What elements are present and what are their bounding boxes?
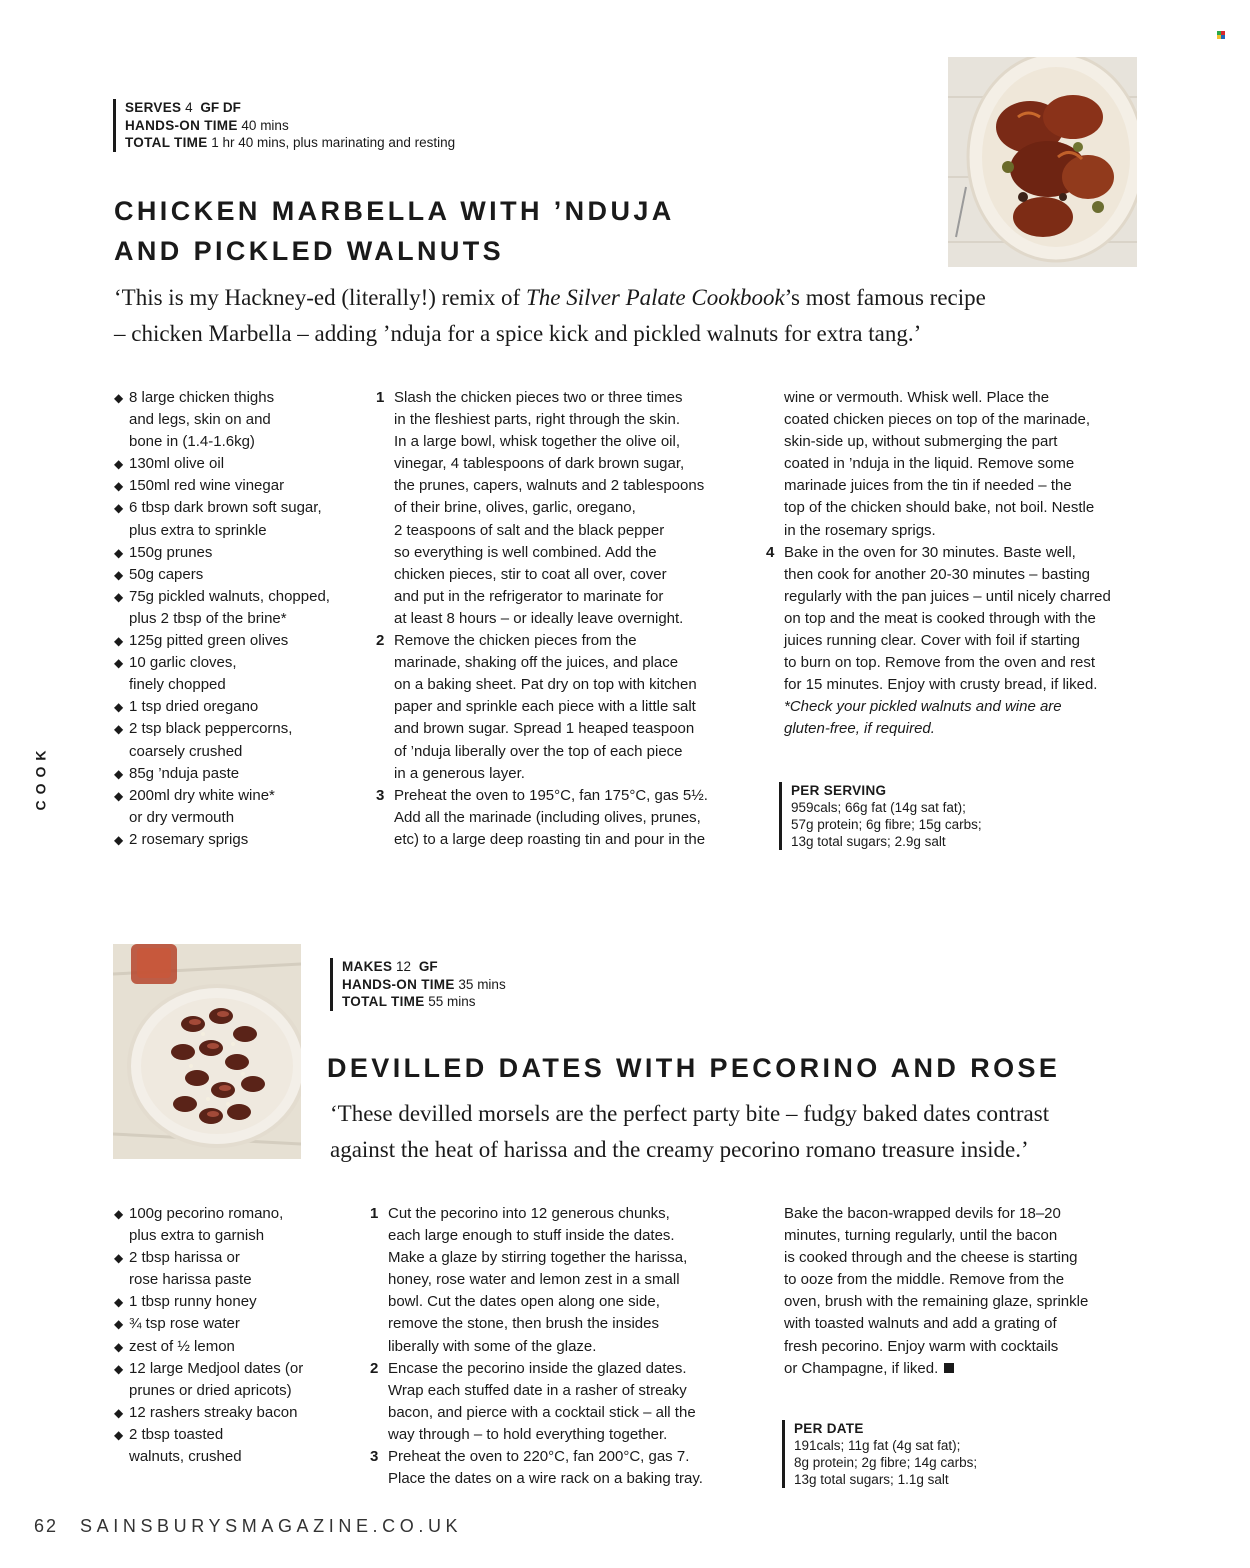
step-number: 1 — [370, 1205, 379, 1222]
recipe1-nutrition — [779, 782, 982, 850]
total-time-value: 55 mins — [428, 994, 476, 1009]
step-number: 2 — [376, 632, 385, 650]
quote-line2: – chicken Marbella – adding ’nduja for a spice kick and pickled walnuts for extra tang.’ — [114, 321, 922, 346]
step-line: on a baking sheet. Pat dry on top with kitchen — [394, 676, 697, 694]
step-line: to burn on top. Remove from the oven and rest — [784, 654, 1096, 672]
ingredient-line: coarsely crushed — [129, 742, 243, 760]
ingredient-line: ◆ 125g pitted green olives — [129, 632, 289, 650]
step-line: Preheat the oven to 220°C, fan 200°C, gas 7. — [388, 1448, 690, 1466]
ingredient-line: ◆ 85g ’nduja paste — [129, 764, 240, 782]
serves-label: SERVES — [125, 100, 182, 115]
ingredient-item — [114, 763, 364, 785]
ingredient-line: prunes or dried apricots) — [129, 1381, 292, 1399]
step-line: of their brine, olives, garlic, oregano, — [394, 499, 636, 517]
recipe1-meta — [113, 99, 455, 152]
ingredient-line: ◆ 12 rashers streaky bacon — [129, 1403, 298, 1421]
recipe1-method-continued — [766, 387, 1144, 741]
step-line: Place the dates on a wire rack on a baking tray. — [388, 1470, 703, 1488]
ingredient-item — [114, 497, 364, 541]
recipe2-method-continued — [784, 1203, 1144, 1380]
step-line: is cooked through and the cheese is starting — [784, 1249, 1078, 1267]
nutrition-line: 191cals; 11g fat (4g sat fat); — [794, 1438, 961, 1453]
step-line: paper and sprinkle each piece with a little salt — [394, 698, 696, 716]
ingredient-line: rose harissa paste — [129, 1271, 252, 1289]
step-line: then cook for another 20-30 minutes – basting — [784, 565, 1091, 583]
nutrition-line: 8g protein; 2g fibre; 14g carbs; — [794, 1455, 978, 1470]
recipe1-title-line2: AND PICKLED WALNUTS — [114, 236, 505, 266]
chicken-marbella-photo — [948, 57, 1137, 267]
recipe1-method — [376, 387, 756, 851]
ingredient-item — [114, 1424, 364, 1468]
note-line: gluten-free, if required. — [784, 720, 935, 738]
serves-value: 4 — [185, 100, 193, 115]
quote-line1: ‘These devilled morsels are the perfect party bite – fudgy baked dates contrast — [330, 1101, 1050, 1126]
corner-colour-mark — [1217, 31, 1225, 39]
step-line: juices running clear. Cover with foil if starting — [784, 632, 1080, 650]
step-line: Slash the chicken pieces two or three times — [394, 389, 683, 406]
step-line: fresh pecorino. Enjoy warm with cocktails — [784, 1337, 1059, 1355]
ingredient-item — [114, 542, 364, 564]
step-line: minutes, turning regularly, until the bacon — [784, 1227, 1058, 1245]
hands-on-label: HANDS-ON TIME — [342, 976, 455, 992]
quote-part1: ‘This is my Hackney-ed (literally!) remix of — [114, 285, 526, 310]
ingredient-item — [114, 696, 364, 718]
step-line: 2 teaspoons of salt and the black pepper — [394, 521, 665, 539]
nutrition-line: 959cals; 66g fat (14g sat fat); — [791, 800, 966, 815]
step-line: top of the chicken should bake, not boil. Nestle — [784, 499, 1095, 517]
step-line: Wrap each stuffed date in a rasher of streaky — [388, 1381, 687, 1399]
step-number: 4 — [766, 543, 775, 561]
mark-blue — [1221, 35, 1225, 39]
ingredient-line: ◆ 6 tbsp dark brown soft sugar, — [129, 499, 322, 517]
ingredient-line: bone in (1.4-1.6kg) — [129, 433, 255, 451]
ingredient-line: ◆ ¾ tsp rose water — [129, 1315, 240, 1333]
step-line: Encase the pecorino inside the glazed dates. — [388, 1359, 687, 1377]
method-step-4-list — [766, 542, 1144, 697]
step-line: coated in ’nduja in the liquid. Remove some — [784, 455, 1075, 473]
gluten-free-note — [784, 696, 1144, 740]
step-line: Make a glaze by stirring together the harissa, — [388, 1249, 688, 1267]
step-line: so everything is well combined. Add the — [394, 543, 657, 561]
step-number: 2 — [370, 1359, 379, 1377]
method-step — [370, 1358, 760, 1446]
step-line: in the rosemary sprigs. — [784, 521, 936, 539]
step-line: and brown sugar. Spread 1 heaped teaspoon — [394, 720, 695, 738]
makes-label: MAKES — [342, 959, 393, 974]
ingredient-item — [114, 1336, 364, 1358]
recipe1-ingredients — [114, 387, 364, 851]
step-line: In a large bowl, whisk together the olive oil, — [394, 433, 680, 451]
ingredient-item — [114, 1402, 364, 1424]
recipe1-title-line1: CHICKEN MARBELLA WITH ’NDUJA — [114, 196, 675, 226]
ingredient-line: ◆ 200ml dry white wine* — [129, 786, 275, 804]
step-line: marinade, shaking off the juices, and place — [394, 654, 679, 672]
ingredient-item — [114, 1313, 364, 1335]
step-line: at least 8 hours – or ideally leave overnight. — [394, 609, 684, 627]
method-step — [370, 1203, 760, 1358]
step-line: honey, rose water and lemon zest in a small — [388, 1271, 680, 1289]
method-step — [376, 387, 756, 630]
nutrition-line: 13g total sugars; 2.9g salt — [791, 834, 946, 849]
step-line: Bake the bacon-wrapped devils for 18–20 — [784, 1205, 1061, 1222]
ingredient-item — [114, 475, 364, 497]
section-label — [32, 738, 49, 811]
step-line: in a generous layer. — [394, 764, 525, 782]
step-line: skin-side up, without submerging the part — [784, 433, 1058, 451]
step-line: coated chicken pieces on top of the marinade, — [784, 411, 1091, 429]
ingredient-line: ◆ 2 rosemary sprigs — [129, 830, 249, 848]
recipe2-meta — [330, 958, 506, 1011]
page-footer — [34, 1516, 462, 1537]
ingredient-item — [114, 387, 364, 453]
nutrition-heading: PER SERVING — [791, 783, 887, 798]
step-line: way through – to hold everything together. — [388, 1425, 668, 1443]
step-line: chicken pieces, stir to coat all over, cover — [394, 565, 667, 583]
makes-value: 12 — [396, 959, 412, 974]
footer-site-link[interactable]: SAINSBURYSMAGAZINE.CO.UK — [80, 1516, 463, 1536]
section-label-text: COOK — [32, 744, 49, 811]
method-step — [376, 785, 756, 851]
ingredient-line: plus extra to sprinkle — [129, 521, 267, 539]
ingredient-item — [114, 1247, 364, 1291]
ingredient-line: ◆ 2 tsp black peppercorns, — [129, 720, 293, 738]
ingredient-line: ◆ 100g pecorino romano, — [129, 1205, 284, 1222]
ingredient-line: ◆ 75g pickled walnuts, chopped, — [129, 587, 330, 605]
total-time-value: 1 hr 40 mins, plus marinating and resting — [211, 135, 456, 150]
ingredient-line: or dry vermouth — [129, 808, 235, 826]
ingredient-item — [114, 718, 364, 762]
step-number: 3 — [376, 786, 385, 804]
ingredient-line: walnuts, crushed — [129, 1448, 242, 1466]
ingredient-line: ◆ 130ml olive oil — [129, 455, 225, 473]
step-line: Add all the marinade (including olives, prunes, — [394, 808, 701, 826]
quote-line2: against the heat of harissa and the creamy pecorino romano treasure inside.’ — [330, 1137, 1029, 1162]
ingredient-item — [114, 652, 364, 696]
hands-on-label: HANDS-ON TIME — [125, 117, 238, 133]
ingredient-line: ◆ 1 tsp dried oregano — [129, 698, 259, 716]
ingredient-item — [114, 829, 364, 851]
end-mark-icon — [944, 1363, 954, 1373]
ingredient-line: plus 2 tbsp of the brine* — [129, 609, 287, 627]
step-line: wine or vermouth. Whisk well. Place the — [784, 389, 1050, 406]
step-line: on top and the meat is cooked through with the — [784, 609, 1096, 627]
ingredient-line: ◆ 1 tbsp runny honey — [129, 1293, 257, 1311]
nutrition-line: 57g protein; 6g fibre; 15g carbs; — [791, 817, 982, 832]
step-line: vinegar, 4 tablespoons of dark brown sugar, — [394, 455, 685, 473]
step-line: Remove the chicken pieces from the — [394, 632, 637, 650]
ingredient-item — [114, 630, 364, 652]
step-line: Bake in the oven for 30 minutes. Baste well, — [784, 543, 1076, 561]
ingredient-line: finely chopped — [129, 676, 226, 694]
step-number: 1 — [376, 389, 385, 406]
hands-on-value: 40 mins — [241, 117, 289, 133]
ingredient-line: ◆ 50g capers — [129, 565, 204, 583]
recipe1-title — [114, 191, 675, 271]
recipe2-method — [370, 1203, 760, 1490]
step-line: bacon, and pierce with a cocktail stick – all the — [388, 1403, 696, 1421]
method-step — [370, 1446, 760, 1490]
recipe2-title — [327, 1048, 1060, 1088]
step-line: each large enough to stuff inside the dates. — [388, 1227, 675, 1245]
diet-tags: GF — [418, 959, 438, 974]
ingredient-line: ◆ 8 large chicken thighs — [129, 389, 275, 406]
step-line: or Champagne, if liked. — [784, 1358, 1144, 1380]
ingredient-item — [114, 1358, 364, 1402]
recipe1-quote — [114, 280, 1034, 352]
ingredient-line: ◆ 2 tbsp toasted — [129, 1425, 224, 1443]
step-line: for 15 minutes. Enjoy with crusty bread, if liked. — [784, 676, 1098, 694]
recipe2-quote — [330, 1096, 1190, 1168]
ingredient-line: ◆ 150ml red wine vinegar — [129, 477, 285, 495]
step-line: of ’nduja liberally over the top of each piece — [394, 742, 683, 760]
quote-part2: ’s most famous recipe — [784, 285, 986, 310]
ingredient-item — [114, 453, 364, 475]
total-time-label: TOTAL TIME — [125, 135, 208, 150]
ingredient-line: and legs, skin on and — [129, 411, 271, 429]
step-number: 3 — [370, 1448, 379, 1466]
ingredient-item — [114, 564, 364, 586]
step-line: to ooze from the middle. Remove from the — [784, 1271, 1065, 1289]
step-line: in the fleshiest parts, right through the skin. — [394, 411, 680, 429]
ingredient-item — [114, 785, 364, 829]
hands-on-value: 35 mins — [458, 976, 506, 992]
ingredient-line: ◆ 10 garlic cloves, — [129, 654, 237, 672]
ingredient-line: ◆ 12 large Medjool dates (or — [129, 1359, 304, 1377]
step-line: the prunes, capers, walnuts and 2 tablespoons — [394, 477, 705, 495]
step-line: bowl. Cut the dates open along one side, — [388, 1293, 660, 1311]
step-line: Cut the pecorino into 12 generous chunks, — [388, 1205, 670, 1222]
ingredient-item — [114, 586, 364, 630]
step-line: liberally with some of the glaze. — [388, 1337, 597, 1355]
step-line: remove the stone, then brush the insides — [388, 1315, 659, 1333]
total-time-label: TOTAL TIME — [342, 994, 425, 1009]
page-number: 62 — [34, 1516, 59, 1536]
ingredient-item — [114, 1203, 364, 1247]
step-line: regularly with the pan juices – until nicely charred — [784, 587, 1111, 605]
ingredient-line: plus extra to garnish — [129, 1227, 265, 1245]
nutrition-heading: PER DATE — [794, 1421, 864, 1436]
step-line: and put in the refrigerator to marinate for — [394, 587, 664, 605]
step-line: with toasted walnuts and add a grating of — [784, 1315, 1057, 1333]
ingredient-line: ◆ zest of ½ lemon — [129, 1337, 235, 1355]
ingredient-line: ◆ 2 tbsp harissa or — [129, 1249, 240, 1267]
note-line: *Check your pickled walnuts and wine are — [784, 698, 1062, 716]
devilled-dates-photo — [113, 944, 301, 1159]
recipe2-nutrition — [782, 1420, 977, 1488]
diet-tags: GF DF — [200, 100, 241, 115]
ingredient-line: ◆ 150g prunes — [129, 543, 213, 561]
method-step — [376, 630, 756, 785]
quote-book-title: The Silver Palate Cookbook — [525, 285, 785, 310]
step-line: marinade juices from the tin if needed – the — [784, 477, 1072, 495]
recipe2-title-text: DEVILLED DATES WITH PECORINO AND ROSE — [327, 1053, 1061, 1083]
recipe2-ingredients — [114, 1203, 364, 1468]
method-step — [766, 542, 1144, 697]
step-line: Preheat the oven to 195°C, fan 175°C, gas 5½. — [394, 786, 708, 804]
nutrition-line: 13g total sugars; 1.1g salt — [794, 1472, 949, 1487]
step-line: etc) to a large deep roasting tin and pour in the — [394, 830, 706, 848]
step-line: oven, brush with the remaining glaze, sprinkle — [784, 1293, 1089, 1311]
ingredient-item — [114, 1291, 364, 1313]
